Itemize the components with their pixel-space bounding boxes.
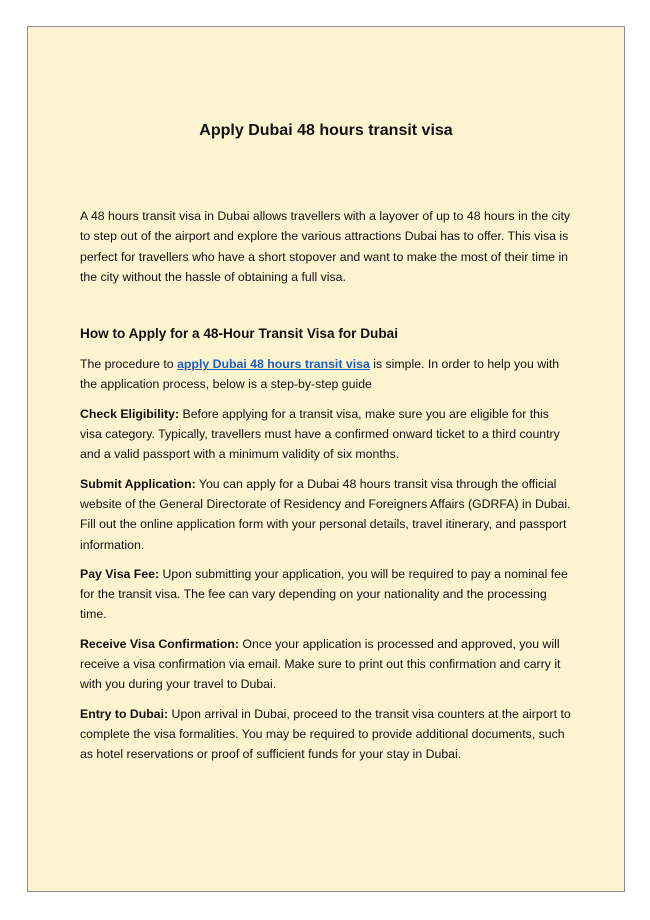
step-receive-confirmation (80, 634, 574, 695)
step-check-eligibility (80, 404, 574, 465)
document-body (80, 206, 574, 774)
step-label: Pay Visa Fee: (80, 566, 160, 581)
procedure-paragraph (80, 354, 574, 395)
step-text: Once your application is processed and approved, you will receive a visa confirmation via email. Make sure to print out this confirmation and carry it with you during your travel to Dubai. (80, 636, 561, 692)
step-text: You can apply for a Dubai 48 hours transit visa through the official website of the General Directorate of Residency and Foreigners Affairs (GDRFA) in Dubai. Fill out the online application form with your personal details, travel itinerary, and passport information. (80, 476, 571, 552)
step-label: Check Eligibility: (80, 406, 180, 421)
step-text: Upon arrival in Dubai, proceed to the transit visa counters at the airport to complete the visa formalities. You may be required to provide additional documents, such as hotel reservations or proof of sufficient funds for your stay in Dubai. (80, 706, 571, 762)
step-label: Receive Visa Confirmation: (80, 636, 240, 651)
step-text: Upon submitting your application, you will be required to pay a nominal fee for the transit visa. The fee can vary depending on your nationality and the processing time. (80, 566, 568, 622)
step-entry-to-dubai (80, 704, 574, 765)
step-submit-application (80, 474, 574, 555)
page-title: Apply Dubai 48 hours transit visa (199, 122, 453, 139)
procedure-text-after: is simple. In order to help you with the application process, below is a step-by-step guide (80, 357, 560, 392)
transit-visa-link[interactable]: apply Dubai 48 hours transit visa (177, 357, 370, 372)
procedure-text-before: The procedure to (80, 357, 178, 372)
intro-paragraph: A 48 hours transit visa in Dubai allows travellers with a layover of up to 48 hours in the city to step out of the airport and explore the various attractions Dubai has to offer. This visa is perfect for travellers who have a short stopover and want to make the most of their time in the city without the hassle of obtaining a full visa. (80, 209, 571, 284)
document-page (27, 26, 625, 892)
step-label: Submit Application: (80, 476, 196, 491)
step-pay-visa-fee (80, 564, 574, 625)
step-label: Entry to Dubai: (80, 706, 169, 721)
step-text: Before applying for a transit visa, make sure you are eligible for this visa category. Typically, travellers must have a confirmed onward ticket to a third country and a valid passport with a minimum validity of six months. (80, 406, 560, 462)
section-heading: How to Apply for a 48-Hour Transit Visa for Dubai (80, 326, 398, 342)
